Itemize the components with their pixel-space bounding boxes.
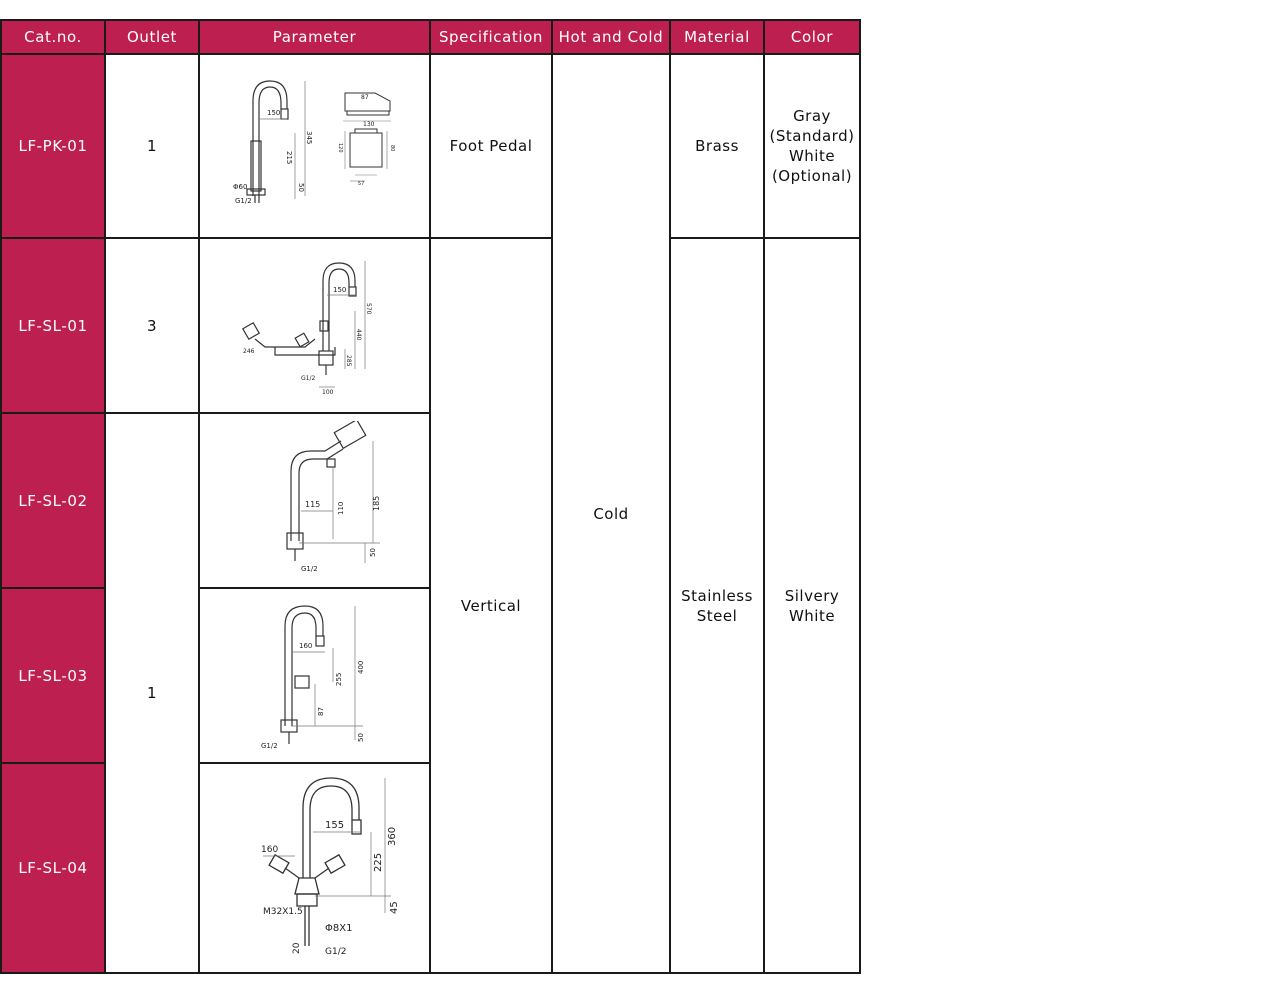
col-header-cat-no: Cat.no. [1,20,105,54]
dim-label: 110 [336,501,345,515]
color-cell [764,238,860,973]
dim-label: 120 [336,143,343,153]
color-line: White [788,606,836,625]
dim-label: G1/2 [300,374,315,382]
dim-label: 360 [386,826,398,846]
color-line: (Standard) [769,127,855,145]
dim-label: G1/2 [300,564,318,573]
col-header-hot-and-cold: Hot and Cold [552,20,670,54]
cat-no-cell: LF-SL-02 [1,413,105,588]
dim-label: 20 [291,942,302,954]
dim-label: 285 [344,354,352,366]
parameter-drawing-cell [199,763,430,973]
dim-label: 400 [356,660,365,674]
faucet-drawing-sl02 [215,421,415,581]
material-cell: Brass [670,54,764,238]
material-line: Stainless [681,586,753,605]
header-row [1,20,860,54]
color-line: White [788,147,836,165]
outlet-cell: 1 [105,54,199,238]
spec-table [0,19,861,974]
outlet-cell: 1 [105,413,199,973]
dim-label: 80 [388,145,395,152]
dim-label: 160 [298,641,312,650]
dim-label: G1/2 [234,197,252,205]
dim-label: 130 [362,121,374,128]
dim-label: 570 [364,302,372,314]
dim-label: Φ8X1 [324,923,352,934]
cat-no-cell: LF-SL-04 [1,763,105,973]
dim-label: 50 [296,183,305,192]
dim-label: 50 [368,547,377,557]
faucet-drawing-sl04 [215,768,415,968]
color-cell [764,54,860,238]
material-cell [670,238,764,973]
cat-no-cell: LF-SL-03 [1,588,105,763]
hot-cold-cell: Cold [552,54,670,973]
parameter-drawing-cell [199,588,430,763]
faucet-drawing-sl03 [215,596,415,756]
col-header-material: Material [670,20,764,54]
material-line: Steel [696,606,738,625]
dim-label: 440 [354,328,362,340]
dim-label: 50 [356,732,365,742]
specification-cell: Foot Pedal [430,54,552,238]
dim-label: 155 [324,820,344,831]
faucet-drawing-sl01 [215,251,415,401]
dim-label: 45 [388,901,400,914]
dim-label: 57 [357,181,364,187]
specification-cell: Vertical [430,238,552,973]
dim-label: G1/2 [260,741,278,750]
cat-no-cell: LF-SL-01 [1,238,105,413]
dim-label: 150 [332,285,346,294]
dim-label: 246 [242,347,254,355]
col-header-parameter: Parameter [199,20,430,54]
parameter-drawing-cell [199,54,430,238]
table-row [1,54,860,238]
dim-label: 150 [266,109,280,117]
color-line: Gray [793,107,831,125]
dim-label: 185 [371,495,381,511]
dim-label: 115 [304,499,320,509]
parameter-drawing-cell [199,238,430,413]
table-row [1,238,860,413]
dim-label: 345 [304,131,313,145]
dim-label: 255 [334,672,343,686]
color-line: (Optional) [771,167,853,185]
col-header-specification: Specification [430,20,552,54]
col-header-outlet: Outlet [105,20,199,54]
dim-label: 87 [360,94,369,101]
dim-label: 160 [260,845,278,855]
dim-label: 100 [321,388,333,396]
dim-label: 225 [372,852,384,872]
col-header-color: Color [764,20,860,54]
dim-label: 215 [284,151,293,165]
dim-label: G1/2 [324,947,346,957]
dim-label: 87 [316,706,325,716]
outlet-cell: 3 [105,238,199,413]
faucet-drawing-pk01 [215,71,415,221]
color-line: Silvery [784,586,840,605]
dim-label: Φ60 [232,183,247,191]
parameter-drawing-cell [199,413,430,588]
cat-no-cell: LF-PK-01 [1,54,105,238]
dim-label: M32X1.5 [262,907,303,917]
